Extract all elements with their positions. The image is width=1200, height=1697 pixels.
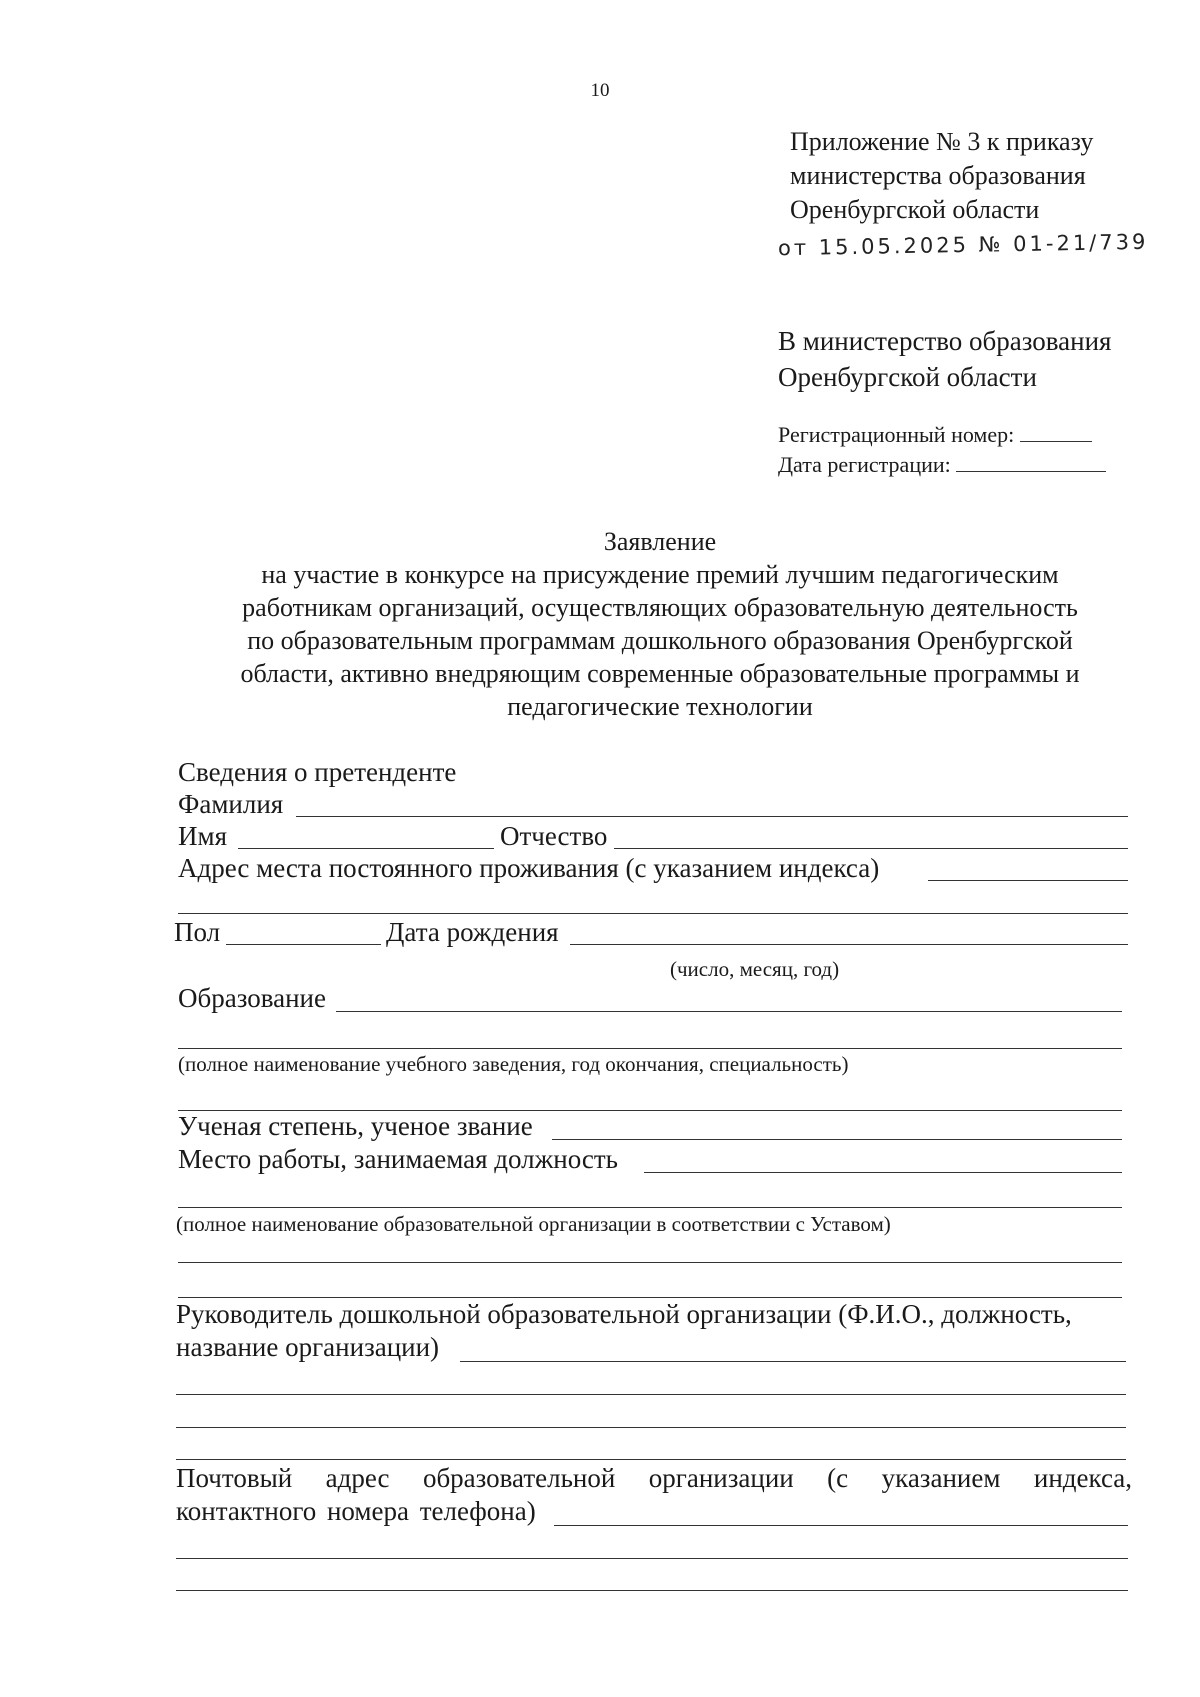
birth-date-field[interactable] <box>570 944 1128 945</box>
sex-label: Пол <box>174 917 221 947</box>
title-line-2: работникам организаций, осуществляющих образовательную деятельность <box>242 593 1078 622</box>
workplace-field-1[interactable] <box>644 1172 1122 1173</box>
patronymic-label: Отчество <box>500 821 608 851</box>
education-label: Образование <box>178 983 326 1013</box>
postal-field-2[interactable] <box>176 1558 1128 1559</box>
handwritten-order-date-number: от 15.05.2025 № 01-21/739 <box>777 229 1149 261</box>
head-field-3[interactable] <box>176 1427 1126 1428</box>
application-title <box>160 525 1160 723</box>
appendix-line-1: Приложение № 3 к приказу <box>790 127 1094 156</box>
registration-date-label: Дата регистрации: <box>778 452 951 477</box>
postal-label-line-2: контактного номера телефона) <box>176 1496 536 1526</box>
education-field-2[interactable] <box>178 1048 1122 1049</box>
address-field-1[interactable] <box>928 880 1128 881</box>
name-label: Имя <box>178 821 228 851</box>
appendix-line-3: Оренбургской области <box>790 195 1040 224</box>
postal-field-1[interactable] <box>554 1525 1128 1526</box>
registration-date-field[interactable] <box>956 453 1106 472</box>
workplace-hint: (полное наименование образовательной организации в соответствии с Уставом) <box>176 1212 891 1236</box>
education-field-1[interactable] <box>336 1011 1122 1012</box>
registration-number-label: Регистрационный номер: <box>778 422 1015 447</box>
patronymic-field[interactable] <box>614 848 1128 849</box>
addressee-line-1: В министерство образования <box>778 326 1112 356</box>
page-number: 10 <box>590 80 610 101</box>
degree-label: Ученая степень, ученое звание <box>178 1111 533 1141</box>
title-line-4: области, активно внедряющим современные образовательные программы и <box>240 659 1080 688</box>
surname-label: Фамилия <box>178 789 284 819</box>
appendix-line-2: министерства образования <box>790 161 1086 190</box>
address-label: Адрес места постоянного проживания (с указанием индекса) <box>178 853 880 883</box>
registration-block <box>778 420 1106 480</box>
title-heading: Заявление <box>603 527 717 556</box>
section-title: Сведения о претенденте <box>178 757 457 787</box>
head-label-line-1: Руководитель дошкольной образовательной организации (Ф.И.О., должность, <box>176 1299 1072 1329</box>
addressee-block <box>778 323 1111 395</box>
name-field[interactable] <box>238 848 494 849</box>
birth-date-label: Дата рождения <box>386 917 559 947</box>
postal-label-line-1: Почтовый адрес образовательной организации (с указанием индекса, <box>176 1463 1132 1493</box>
sex-field[interactable] <box>226 944 381 945</box>
postal-field-3[interactable] <box>176 1590 1128 1591</box>
head-field-2[interactable] <box>176 1394 1126 1395</box>
addressee-line-2: Оренбургской области <box>778 362 1037 392</box>
workplace-field-2[interactable] <box>178 1207 1122 1208</box>
head-field-1[interactable] <box>460 1361 1126 1362</box>
appendix-header <box>777 125 1149 262</box>
registration-number-field[interactable] <box>1020 423 1092 442</box>
surname-field[interactable] <box>296 816 1128 817</box>
title-line-3: по образовательным программам дошкольного образования Оренбургской <box>247 626 1073 655</box>
address-field-2[interactable] <box>178 913 1128 914</box>
title-line-1: на участие в конкурсе на присуждение премий лучшим педагогическим <box>261 560 1059 589</box>
workplace-label: Место работы, занимаемая должность <box>178 1144 618 1174</box>
head-label-line-2: название организации) <box>176 1332 440 1362</box>
education-hint: (полное наименование учебного заведения, год окончания, специальность) <box>178 1052 849 1076</box>
workplace-field-3[interactable] <box>178 1262 1122 1263</box>
head-field-4[interactable] <box>176 1459 1126 1460</box>
degree-field[interactable] <box>552 1139 1122 1140</box>
birth-date-hint: (число, месяц, год) <box>670 957 840 981</box>
title-line-5: педагогические технологии <box>507 692 813 721</box>
